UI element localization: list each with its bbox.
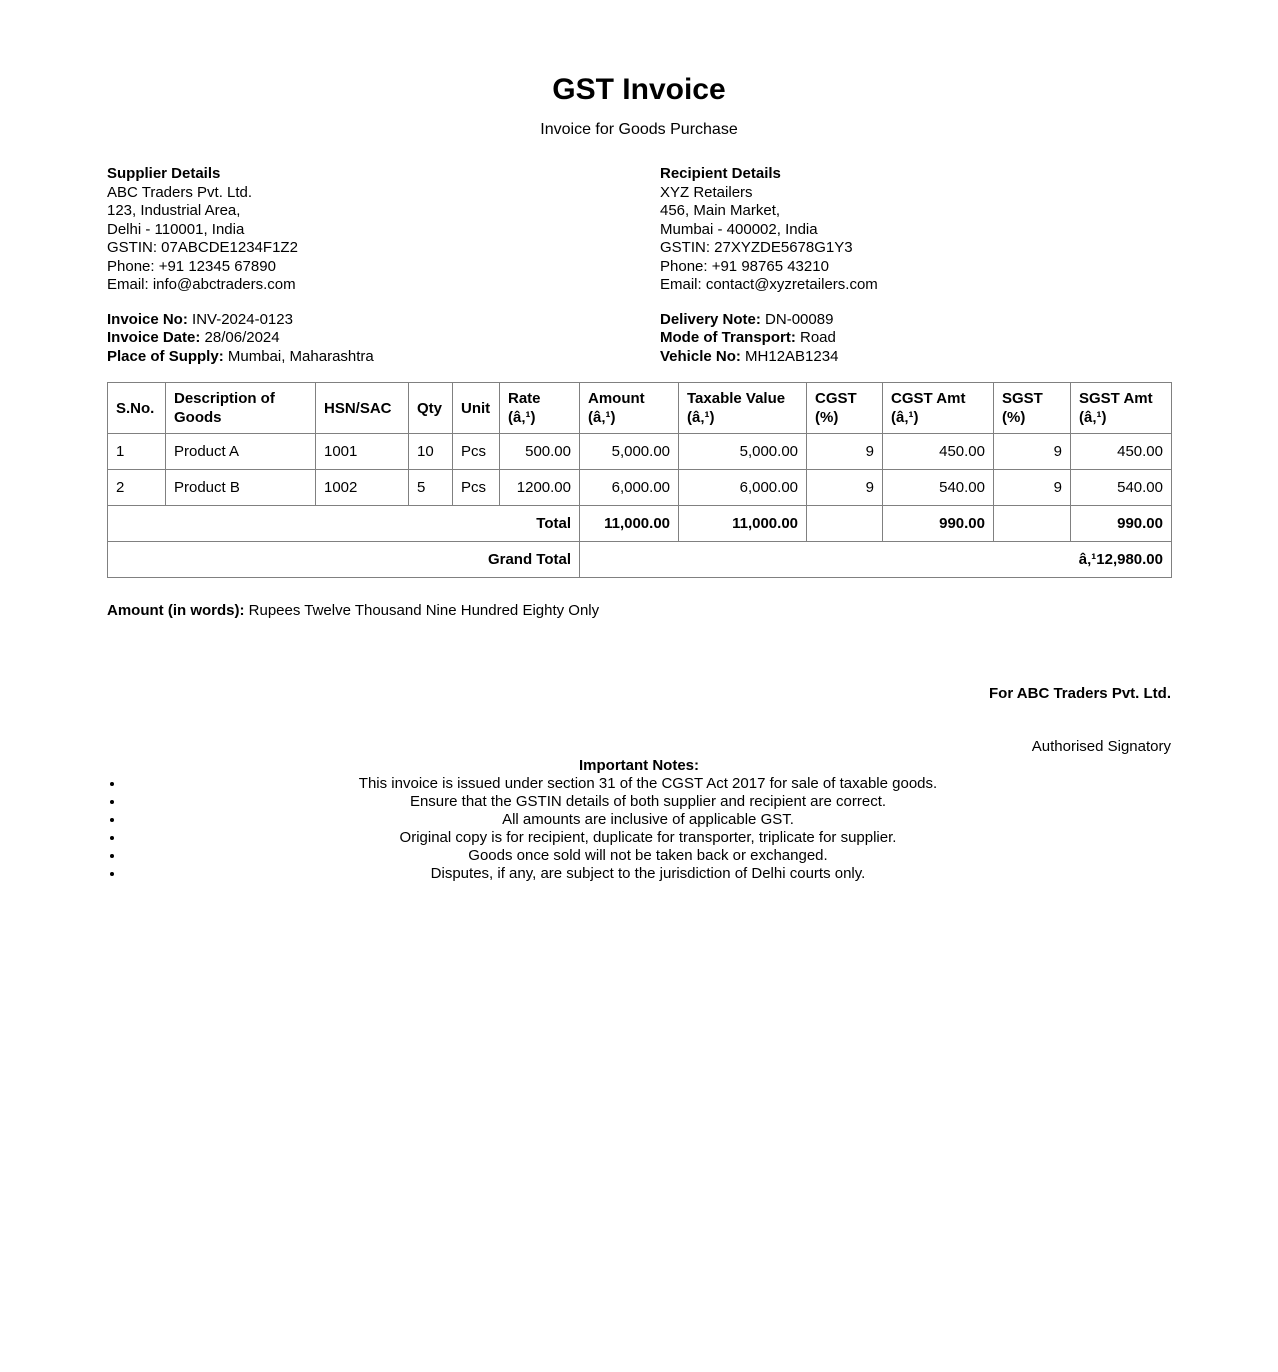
total-cell: 990.00 [1071, 506, 1172, 542]
item-cell: 5 [409, 470, 453, 506]
authorised-signatory-label: Authorised Signatory [1031, 738, 1171, 755]
item-cell: 540.00 [883, 470, 994, 506]
notes-heading: Important Notes: [579, 756, 699, 774]
item-cell: 500.00 [500, 434, 580, 470]
grand-total-row [108, 542, 1172, 578]
amount-in-words-value: Rupees Twelve Thousand Nine Hundred Eighty Only [248, 602, 600, 619]
recipient-line: Email: contact@xyzretailers.com [660, 276, 878, 293]
recipient-details [660, 165, 1171, 295]
item-row [108, 434, 1172, 470]
item-cell: 1 [108, 434, 166, 470]
item-cell: 9 [994, 470, 1071, 506]
invoice-meta-line: Invoice Date: 28/06/2024 [107, 329, 280, 346]
supplier-lines [107, 184, 660, 295]
invoice-meta-left [107, 311, 660, 367]
items-column-header: HSN/SAC [316, 383, 409, 434]
invoice-meta-line: Place of Supply: Mumbai, Maharashtra [107, 347, 374, 365]
supplier-details [107, 165, 660, 295]
items-column-header: Rate (â‚¹) [500, 383, 580, 434]
amount-in-words-label: Amount (in words): [107, 602, 245, 619]
items-column-header: CGST (%) [807, 383, 883, 434]
invoice-meta-right [660, 311, 1171, 367]
item-cell: 1200.00 [500, 470, 580, 506]
delivery-meta-line-label: Vehicle No: [660, 347, 741, 365]
item-cell: Product A [166, 434, 316, 470]
recipient-line: Mumbai - 400002, India [660, 220, 818, 238]
delivery-meta-line: Mode of Transport: Road [660, 329, 836, 346]
item-cell: 1002 [316, 470, 409, 506]
delivery-meta-line-label: Delivery Note: [660, 310, 761, 328]
items-column-header: S.No. [108, 383, 166, 434]
item-cell: 450.00 [883, 434, 994, 470]
page-title: GST Invoice [552, 73, 726, 106]
note-item: • All amounts are inclusive of applicable GST. [125, 811, 1171, 829]
item-cell: 5,000.00 [679, 434, 807, 470]
note-item: • Original copy is for recipient, duplicate for transporter, triplicate for supplier. [125, 829, 1171, 847]
signature-for-line: For ABC Traders Pvt. Ltd. [989, 684, 1171, 702]
item-cell: 9 [994, 434, 1071, 470]
item-cell: 9 [807, 434, 883, 470]
note-item: • This invoice is issued under section 31 of the CGST Act 2017 for sale of taxable goods. [125, 775, 1171, 793]
item-cell: 1001 [316, 434, 409, 470]
item-cell: 10 [409, 434, 453, 470]
item-cell: 540.00 [1071, 470, 1172, 506]
invoice-meta-section [107, 311, 1171, 367]
items-column-header: Description of Goods [166, 383, 316, 434]
total-cell [994, 506, 1071, 542]
recipient-line: 456, Main Market, [660, 202, 781, 219]
total-row [108, 506, 1172, 542]
recipient-line: Phone: +91 98765 43210 [660, 257, 829, 275]
note-item: • Goods once sold will not be taken back or exchanged. [125, 847, 1171, 865]
items-header-row [108, 383, 1172, 434]
item-cell: Pcs [453, 470, 500, 506]
item-cell: 6,000.00 [679, 470, 807, 506]
note-item: • Ensure that the GSTIN details of both supplier and recipient are correct. [125, 793, 1171, 811]
item-cell: 5,000.00 [580, 434, 679, 470]
invoice-meta-line-label: Invoice No: [107, 310, 188, 328]
item-row [108, 470, 1172, 506]
total-cell [807, 506, 883, 542]
supplier-line: 123, Industrial Area, [107, 202, 241, 219]
items-column-header: Amount (â‚¹) [580, 383, 679, 434]
notes-list [107, 775, 1171, 883]
items-column-header: SGST Amt (â‚¹) [1071, 383, 1172, 434]
amount-in-words [107, 602, 1171, 621]
items-column-header: Unit [453, 383, 500, 434]
item-cell: Product B [166, 470, 316, 506]
supplier-line: ABC Traders Pvt. Ltd. [107, 183, 253, 201]
supplier-line: Email: info@abctraders.com [107, 276, 296, 293]
items-table [107, 382, 1172, 578]
invoice-meta-line: Invoice No: INV-2024-0123 [107, 310, 293, 328]
total-cell: 990.00 [883, 506, 994, 542]
grand-total-value: â‚¹12,980.00 [580, 542, 1172, 578]
item-cell: 9 [807, 470, 883, 506]
supplier-line: Delhi - 110001, India [107, 220, 245, 238]
supplier-line: Phone: +91 12345 67890 [107, 257, 276, 275]
invoice-meta-line-label: Invoice Date: [107, 329, 201, 346]
items-column-header: SGST (%) [994, 383, 1071, 434]
items-column-header: Taxable Value (â‚¹) [679, 383, 807, 434]
item-cell: 450.00 [1071, 434, 1172, 470]
delivery-meta-line: Delivery Note: DN-00089 [660, 310, 834, 328]
party-details-section [107, 165, 1171, 295]
invoice-meta-line-label: Place of Supply: [107, 347, 224, 365]
recipient-lines [660, 184, 1171, 295]
items-column-header: CGST Amt (â‚¹) [883, 383, 994, 434]
recipient-line: GSTIN: 27XYZDE5678G1Y3 [660, 239, 853, 256]
grand-total-label: Grand Total [108, 542, 580, 578]
item-cell: 6,000.00 [580, 470, 679, 506]
total-cell: 11,000.00 [679, 506, 807, 542]
items-column-header: Qty [409, 383, 453, 434]
recipient-line: XYZ Retailers [660, 183, 753, 201]
item-cell: Pcs [453, 434, 500, 470]
supplier-heading: Supplier Details [107, 165, 221, 182]
recipient-heading: Recipient Details [660, 165, 781, 182]
page-subtitle: Invoice for Goods Purchase [540, 121, 738, 138]
delivery-meta-line-label: Mode of Transport: [660, 329, 796, 346]
item-cell: 2 [108, 470, 166, 506]
note-item: • Disputes, if any, are subject to the jurisdiction of Delhi courts only. [125, 865, 1171, 883]
items-body [108, 434, 1172, 506]
total-cell: 11,000.00 [580, 506, 679, 542]
invoice-page [0, 72, 1278, 923]
total-label: Total [108, 506, 580, 542]
supplier-line: GSTIN: 07ABCDE1234F1Z2 [107, 239, 298, 256]
delivery-meta-line: Vehicle No: MH12AB1234 [660, 347, 839, 365]
